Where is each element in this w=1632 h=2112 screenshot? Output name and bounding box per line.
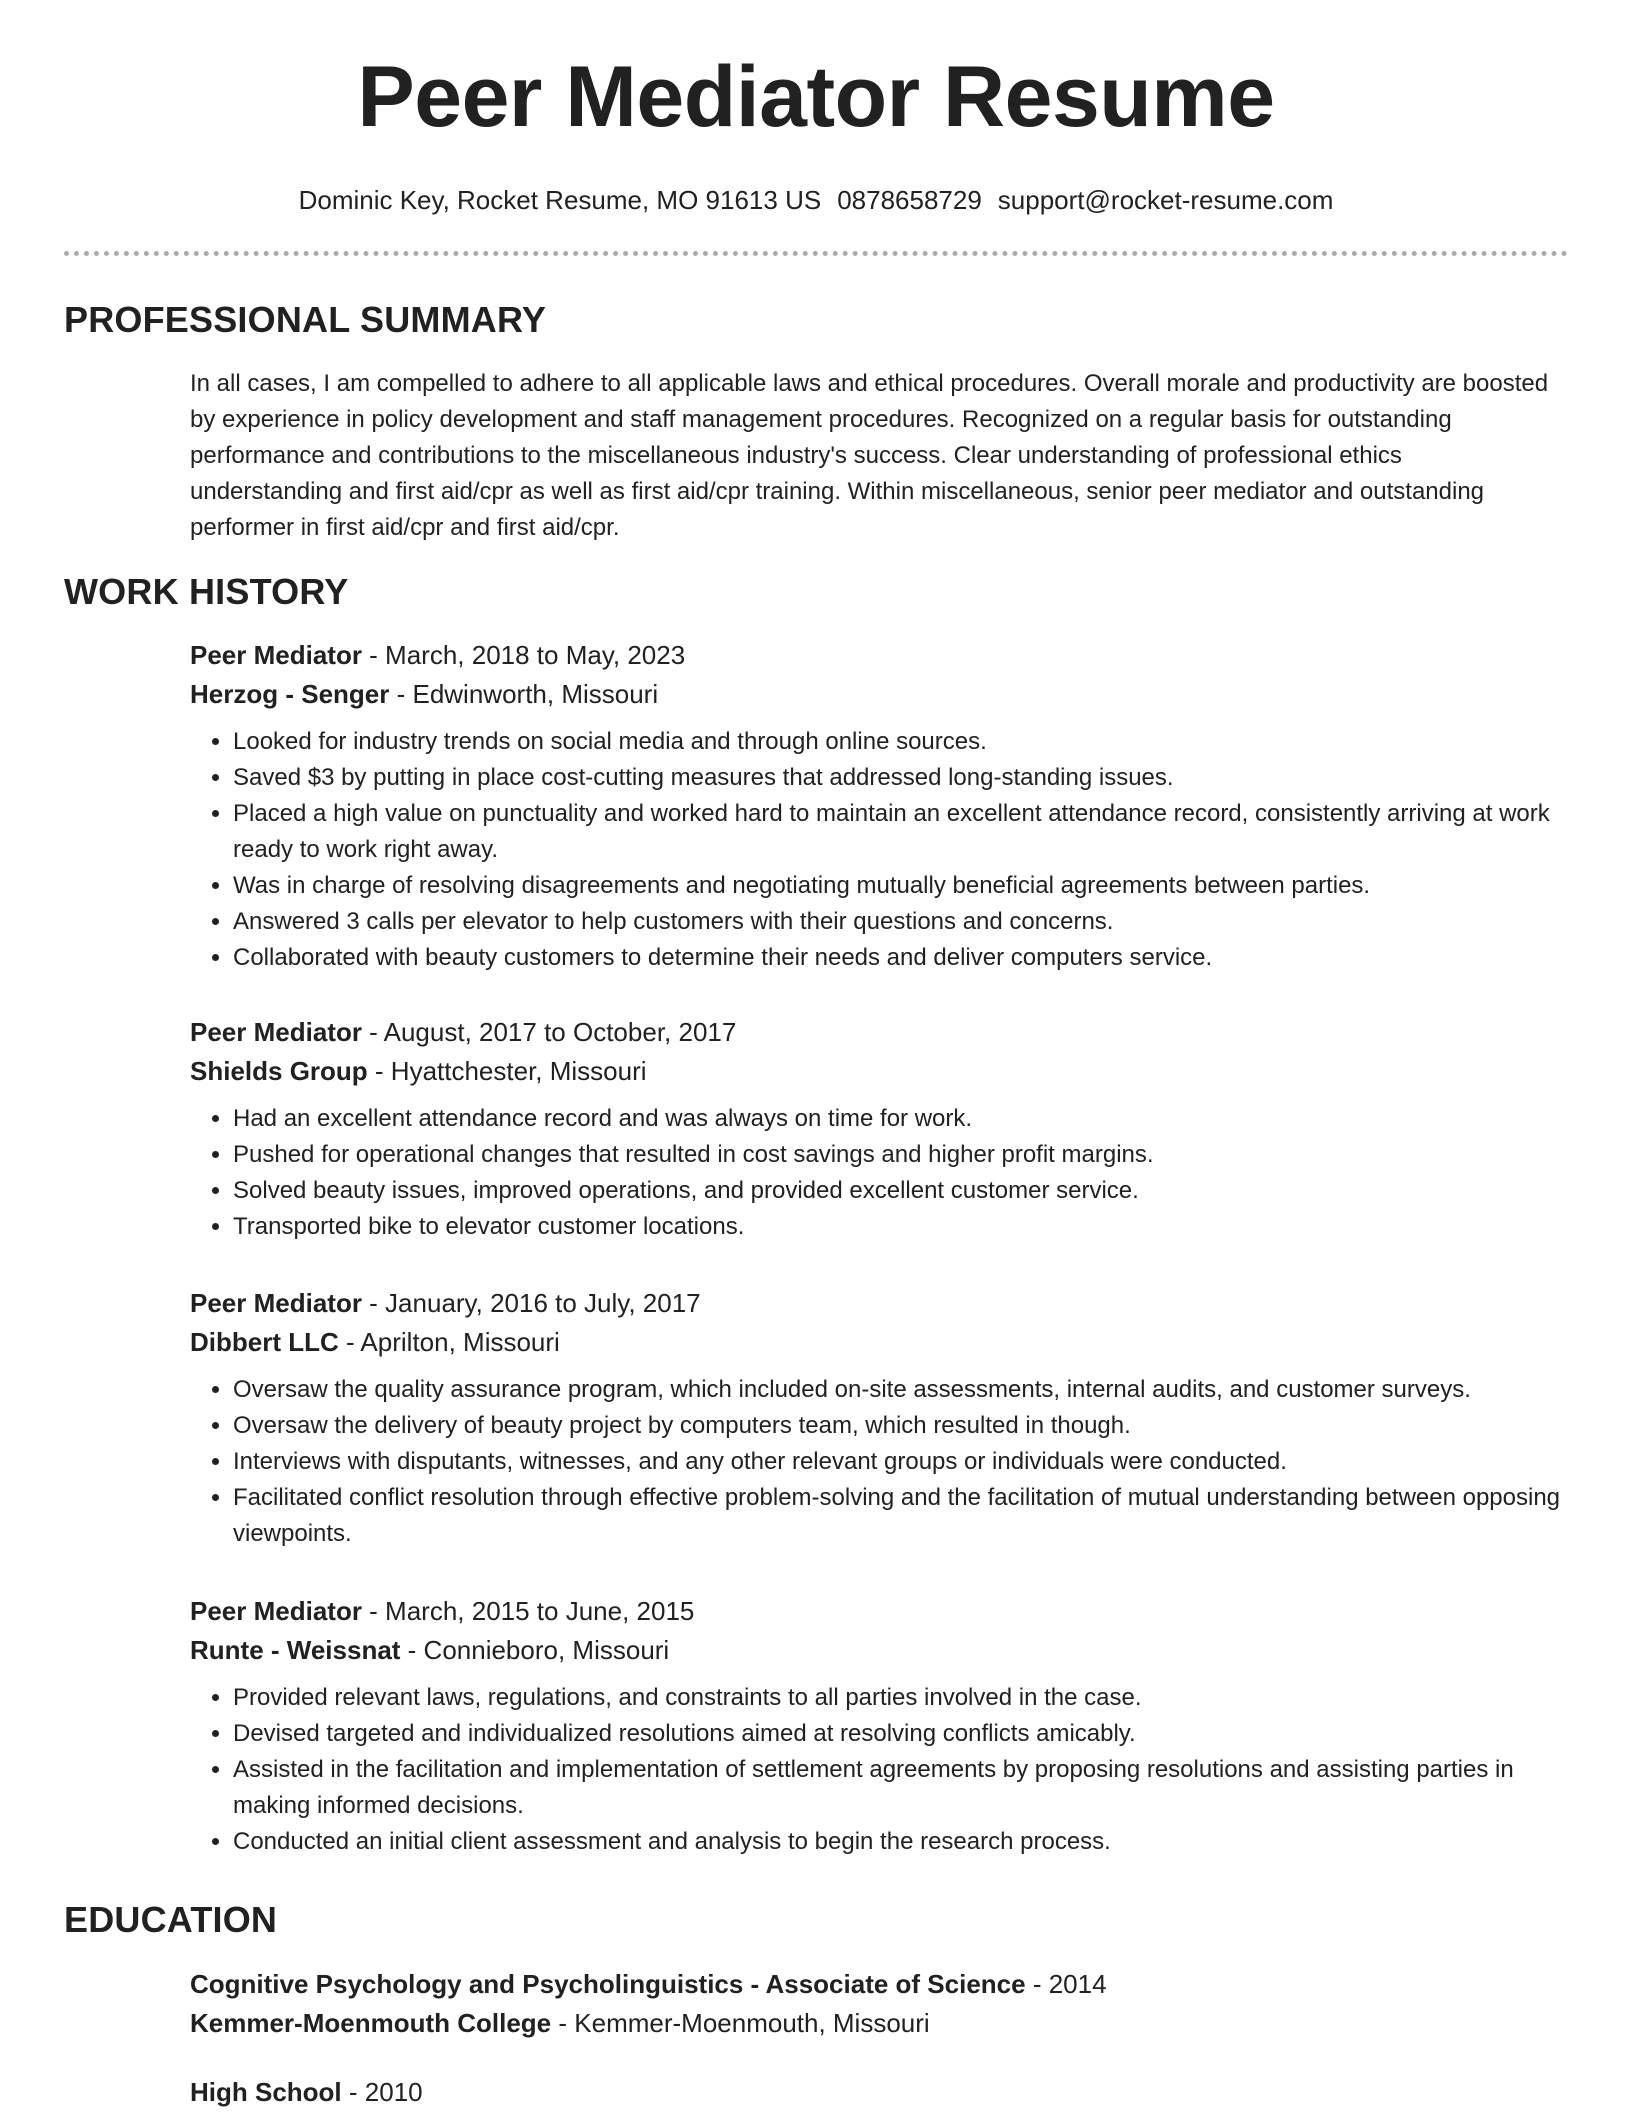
job-entry (190, 636, 1570, 976)
job-title-line (190, 1592, 1570, 1631)
job-title: Peer Mediator (190, 1017, 362, 1047)
contact-address: Dominic Key, Rocket Resume, MO 91613 US (298, 185, 822, 215)
job-bullet: • Placed a high value on punctuality and worked hard to maintain an excellent attendance record, consistently arriving at work ready to work right away. (233, 796, 1570, 868)
job-company-line (190, 1323, 1570, 1362)
job-bullet: • Assisted in the facilitation and implementation of settlement agreements by proposing resolutions and assisting parties in making informed decisions. (233, 1752, 1570, 1824)
job-bullet: • Had an excellent attendance record and was always on time for work. (233, 1101, 1570, 1137)
job-entry (190, 1284, 1570, 1552)
contact-line (0, 184, 1632, 216)
job-dates: - March, 2018 to May, 2023 (361, 640, 686, 670)
job-bullets (190, 724, 1570, 976)
job-location: - Connieboro, Missouri (400, 1635, 670, 1665)
job-bullet: • Conducted an initial client assessment and analysis to begin the research process. (233, 1824, 1570, 1860)
summary-heading: PROFESSIONAL SUMMARY (64, 299, 547, 340)
job-company-line (190, 1052, 1570, 1091)
job-title-line (190, 636, 1570, 675)
job-bullet: • Interviews with disputants, witnesses, and any other relevant groups or individuals were conducted. (233, 1444, 1570, 1480)
education-location: - Kemmer-Moenmouth, Missouri (551, 2008, 930, 2038)
education-year: - 2010 (341, 2077, 423, 2107)
job-bullet: • Transported bike to elevator customer locations. (233, 1209, 1570, 1245)
job-company-line (190, 1631, 1570, 1670)
contact-email: support@rocket-resume.com (997, 185, 1334, 215)
job-bullet: • Facilitated conflict resolution through effective problem-solving and the facilitation of mutual understanding between opposing viewpoints. (233, 1480, 1570, 1552)
job-bullet: • Oversaw the delivery of beauty project by computers team, which resulted in though. (233, 1408, 1570, 1444)
job-location: - Hyattchester, Missouri (367, 1056, 647, 1086)
education-degree-line (190, 2073, 1570, 2112)
job-company: Herzog - Senger (190, 679, 390, 709)
job-bullet: • Oversaw the quality assurance program, which included on-site assessments, internal audits, and customer surveys. (233, 1372, 1570, 1408)
job-dates: - March, 2015 to June, 2015 (361, 1596, 695, 1626)
job-dates: - January, 2016 to July, 2017 (361, 1288, 701, 1318)
job-bullet: • Solved beauty issues, improved operations, and provided excellent customer service. (233, 1173, 1570, 1209)
job-company: Runte - Weissnat (190, 1635, 401, 1665)
summary-text: In all cases, I am compelled to adhere to all applicable laws and ethical procedures. Overall morale and productivity are boosted by experience in policy development and staff management procedures. Recognized on a regular basis for outstanding performance and contributions to the miscellaneous industry's success. Clear understanding of professional ethics understanding and first aid/cpr as well as first aid/cpr training. Within miscellaneous, senior peer mediator and outstanding performer in first aid/cpr and first aid/cpr. (190, 370, 1549, 541)
job-location: - Aprilton, Missouri (338, 1327, 560, 1357)
job-dates: - August, 2017 to October, 2017 (361, 1017, 737, 1047)
education-entry (190, 1965, 1570, 2043)
contact-phone: 0878658729 (837, 185, 982, 215)
job-company: Shields Group (190, 1056, 368, 1086)
education-degree: Cognitive Psychology and Psycholinguistics - Associate of Science (190, 1969, 1026, 1999)
job-entry (190, 1592, 1570, 1860)
education-degree-line (190, 1965, 1570, 2004)
job-title-line (190, 1013, 1570, 1052)
job-company-line (190, 675, 1570, 714)
job-bullet: • Saved $3 by putting in place cost-cutting measures that addressed long-standing issues. (233, 760, 1570, 796)
job-bullet: • Collaborated with beauty customers to determine their needs and deliver computers service. (233, 940, 1570, 976)
job-bullet: • Looked for industry trends on social media and through online sources. (233, 724, 1570, 760)
education-school: Kemmer-Moenmouth College (190, 2008, 552, 2038)
resume-title: Peer Mediator Resume (357, 49, 1275, 145)
job-bullet: • Pushed for operational changes that resulted in cost savings and higher profit margins. (233, 1137, 1570, 1173)
header-divider (64, 251, 1568, 256)
job-bullet: • Was in charge of resolving disagreements and negotiating mutually beneficial agreements between parties. (233, 868, 1570, 904)
job-location: - Edwinworth, Missouri (389, 679, 659, 709)
education-heading: EDUCATION (64, 1899, 278, 1940)
job-company: Dibbert LLC (190, 1327, 339, 1357)
job-bullets (190, 1372, 1570, 1552)
job-bullets (190, 1101, 1570, 1245)
education-school-line (190, 2004, 1570, 2043)
education-year: - 2014 (1025, 1969, 1107, 1999)
job-bullet: • Provided relevant laws, regulations, and constraints to all parties involved in the case. (233, 1680, 1570, 1716)
education-entry (190, 2073, 1570, 2112)
job-bullet: • Answered 3 calls per elevator to help customers with their questions and concerns. (233, 904, 1570, 940)
job-title: Peer Mediator (190, 1596, 362, 1626)
job-bullet: • Devised targeted and individualized resolutions aimed at resolving conflicts amicably. (233, 1716, 1570, 1752)
job-entry (190, 1013, 1570, 1245)
work-history-heading: WORK HISTORY (64, 571, 349, 612)
education-degree: High School (190, 2077, 342, 2107)
job-title-line (190, 1284, 1570, 1323)
job-title: Peer Mediator (190, 640, 362, 670)
job-title: Peer Mediator (190, 1288, 362, 1318)
job-bullets (190, 1680, 1570, 1860)
